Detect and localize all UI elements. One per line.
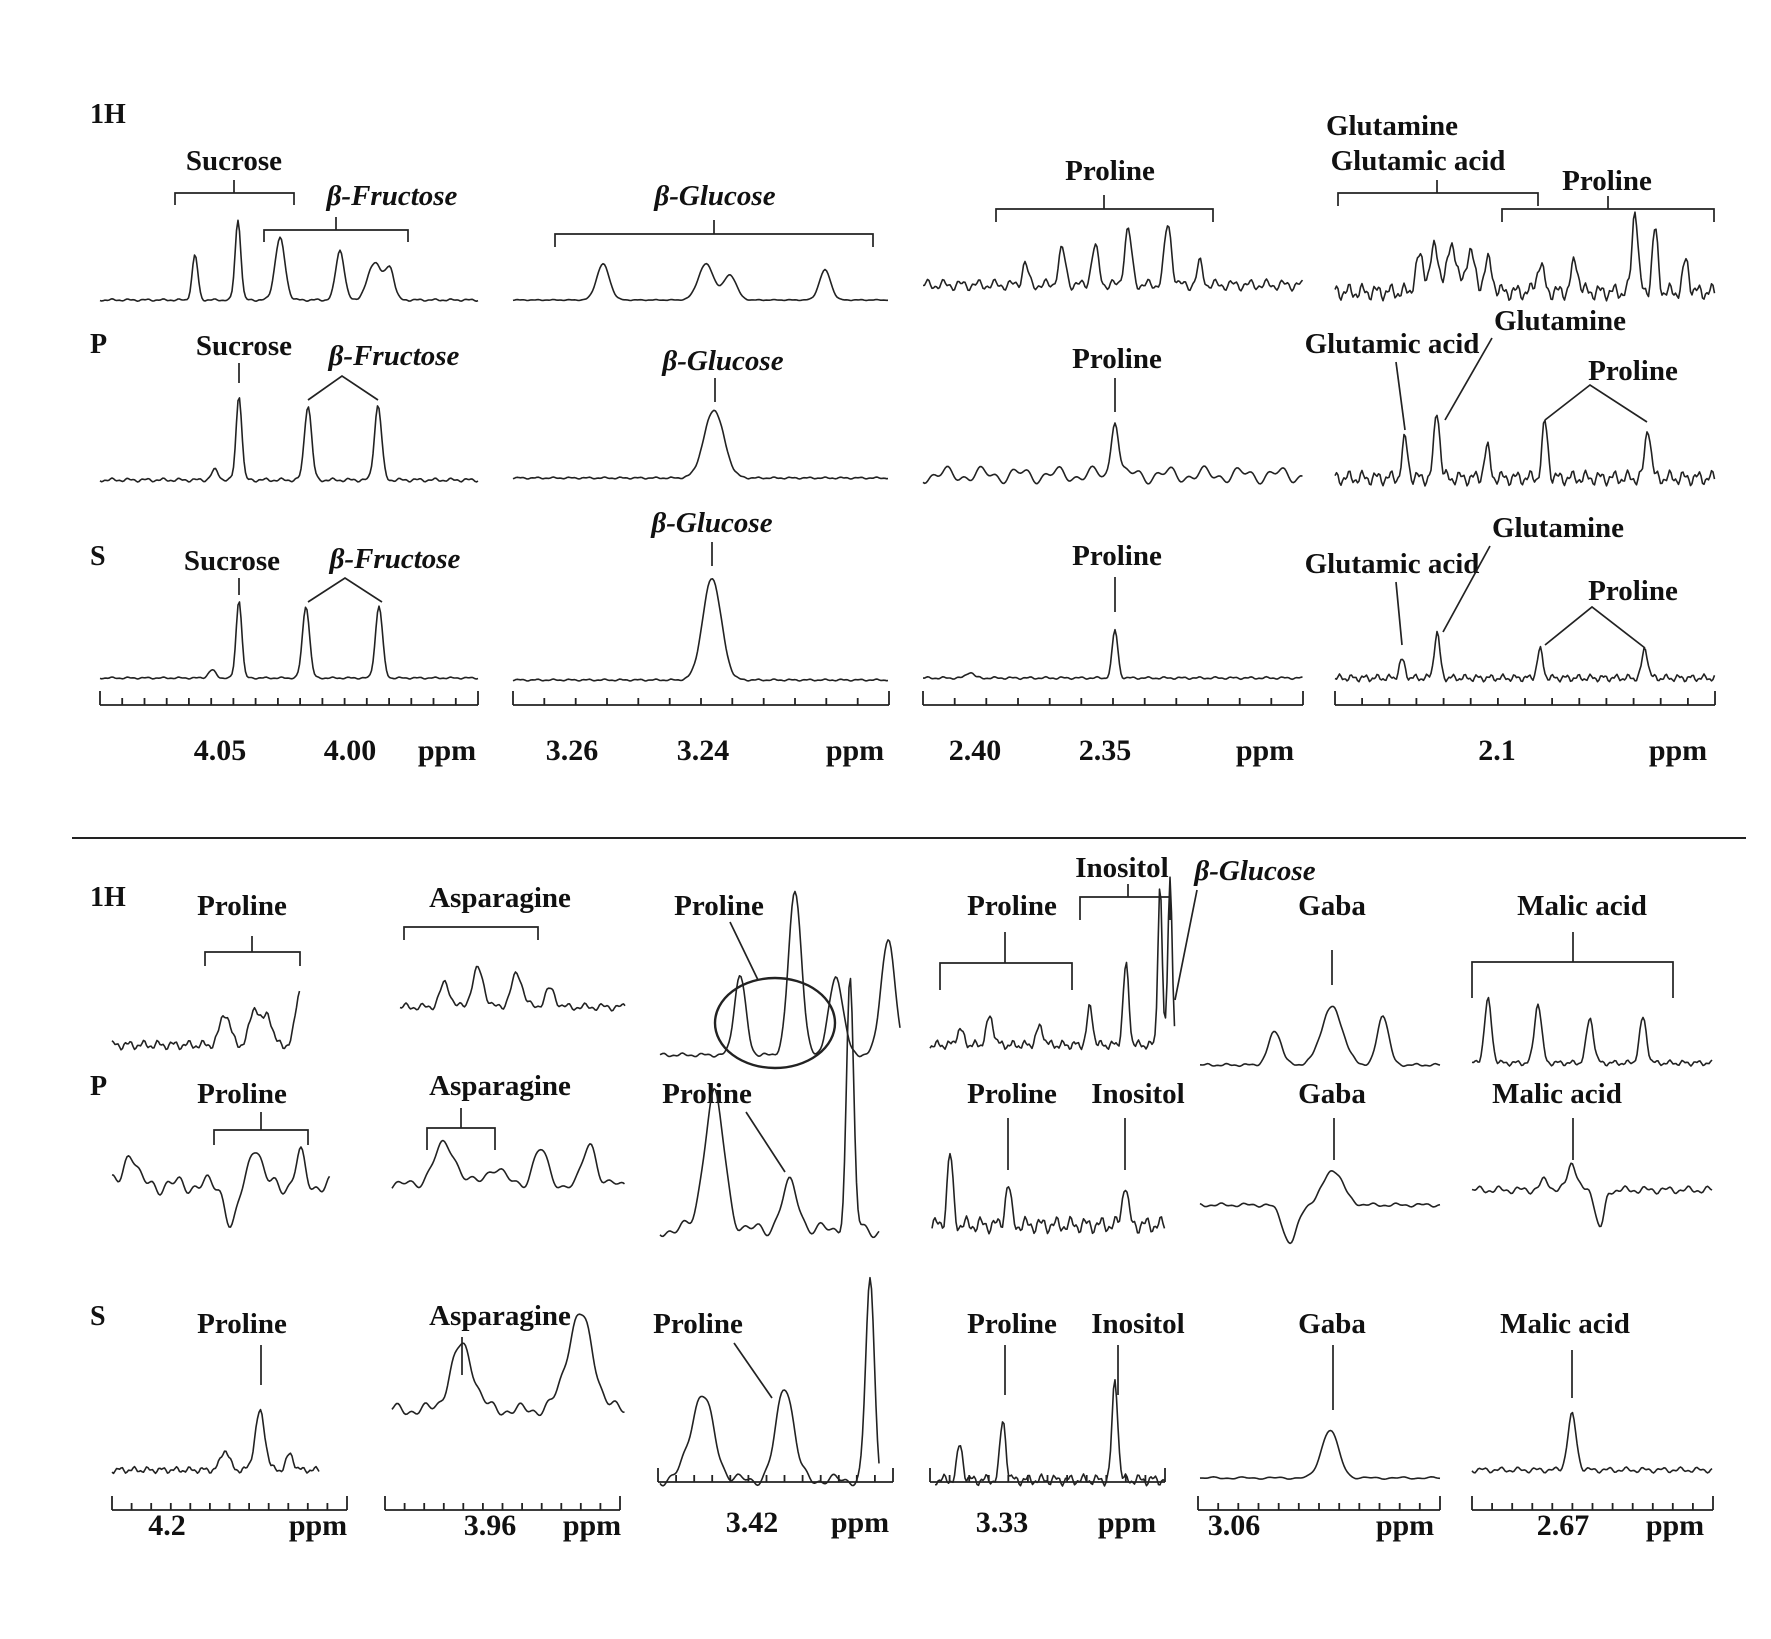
label-glutamic-s: Glutamic acid bbox=[1304, 548, 1480, 580]
axis-t4 bbox=[1335, 691, 1715, 705]
label-proline-b1-p: Proline bbox=[197, 1078, 287, 1110]
tick-label-t4-0: 2.1 bbox=[1478, 734, 1516, 767]
axis-t2 bbox=[513, 691, 889, 705]
tick-label-b5-0: 3.06 bbox=[1207, 1509, 1261, 1542]
bracket-fructose-1h bbox=[264, 217, 408, 242]
trace-b1-1h bbox=[112, 991, 300, 1050]
panel-b4 bbox=[930, 852, 1316, 1539]
label-glucose-1h: β-Glucose bbox=[654, 180, 776, 212]
trace-b1-s bbox=[112, 1410, 319, 1474]
bracket-glucose-1h bbox=[555, 220, 873, 247]
pointer-glutamic-s bbox=[1396, 582, 1402, 645]
panel-t4 bbox=[1305, 110, 1715, 767]
label-asparagine-1h: Asparagine bbox=[429, 882, 571, 914]
label-gaba-1h: Gaba bbox=[1298, 890, 1366, 922]
bracket-malic-1h bbox=[1472, 932, 1673, 998]
label-proline-t3-s: Proline bbox=[1072, 540, 1162, 572]
unit-label-t2: ppm bbox=[825, 734, 885, 767]
unit-label-b4: ppm bbox=[1097, 1506, 1157, 1539]
label-proline-t4-s: Proline bbox=[1588, 575, 1678, 607]
label-glutamic-1h: Glutamic acid bbox=[1330, 145, 1506, 177]
label-fructose-p: β-Fructose bbox=[328, 340, 460, 372]
label-malic-p: Malic acid bbox=[1492, 1078, 1622, 1110]
axis-b6 bbox=[1472, 1496, 1713, 1510]
unit-label-t1: ppm bbox=[417, 734, 477, 767]
trace-t4-p bbox=[1335, 415, 1715, 486]
bracket-sucrose-1h bbox=[175, 180, 294, 205]
panel-t3 bbox=[923, 155, 1303, 767]
label-sucrose-s: Sucrose bbox=[183, 545, 281, 577]
trace-t4-s bbox=[1335, 632, 1715, 682]
pointer-fructose-p bbox=[308, 376, 378, 400]
pointer-proline-b3-s bbox=[734, 1343, 772, 1398]
axis-b2 bbox=[385, 1496, 620, 1510]
trace-b1-p bbox=[112, 1147, 330, 1227]
bracket-proline-b1-p bbox=[214, 1112, 308, 1145]
trace-b6-1h bbox=[1472, 998, 1712, 1066]
label-proline-t4-1h: Proline bbox=[1562, 165, 1652, 197]
trace-b2-1h bbox=[400, 967, 625, 1011]
label-proline-b1-s: Proline bbox=[197, 1308, 287, 1340]
tick-label-b4-0: 3.33 bbox=[975, 1506, 1029, 1539]
label-inositol-b4-1h: Inositol bbox=[1075, 852, 1169, 884]
unit-label-b2: ppm bbox=[562, 1509, 622, 1542]
axis-t3 bbox=[923, 691, 1303, 705]
label-inositol-b4-s: Inositol bbox=[1091, 1308, 1185, 1340]
label-glucose-b4-1h: β-Glucose bbox=[1194, 855, 1316, 887]
label-asparagine-p: Asparagine bbox=[429, 1070, 571, 1102]
row-label-s-top: S bbox=[90, 541, 106, 572]
panel-b3 bbox=[653, 890, 900, 1539]
label-sucrose-p: Sucrose bbox=[195, 330, 293, 362]
tick-label-t1-0: 4.05 bbox=[193, 734, 247, 767]
label-proline-t3-p: Proline bbox=[1072, 343, 1162, 375]
panel-t1 bbox=[100, 145, 478, 767]
trace-b6-s bbox=[1472, 1413, 1712, 1473]
trace-t1-1h bbox=[100, 220, 478, 301]
label-malic-1h: Malic acid bbox=[1517, 890, 1647, 922]
label-proline-b3-1h: Proline bbox=[674, 890, 764, 922]
trace-b5-p bbox=[1200, 1171, 1440, 1244]
axis-b1 bbox=[112, 1496, 347, 1510]
label-proline-b4-1h: Proline bbox=[967, 890, 1057, 922]
pointer-proline-t4-p bbox=[1545, 385, 1647, 422]
panel-b2 bbox=[385, 882, 625, 1542]
axis-b5 bbox=[1198, 1496, 1440, 1510]
tick-label-t3-1: 2.35 bbox=[1078, 734, 1132, 767]
label-glutamine-s: Glutamine bbox=[1491, 512, 1625, 544]
trace-b5-1h bbox=[1200, 1006, 1440, 1066]
unit-label-b1: ppm bbox=[288, 1509, 348, 1542]
tick-label-t3-0: 2.40 bbox=[948, 734, 1002, 767]
panel-b6 bbox=[1472, 890, 1713, 1542]
trace-t4-1h bbox=[1335, 212, 1715, 301]
trace-t3-1h bbox=[923, 226, 1303, 291]
label-proline-b4-p: Proline bbox=[967, 1078, 1057, 1110]
label-glutamic-p: Glutamic acid bbox=[1304, 328, 1480, 360]
bracket-proline-t3-1h bbox=[996, 195, 1213, 222]
tick-label-b1-0: 4.2 bbox=[148, 1509, 186, 1542]
panel-b5 bbox=[1198, 890, 1440, 1542]
label-glutamine-p: Glutamine bbox=[1493, 305, 1627, 337]
row-label-p-bottom: P bbox=[90, 1071, 108, 1102]
label-proline-t4-p: Proline bbox=[1588, 355, 1678, 387]
unit-label-b6: ppm bbox=[1645, 1509, 1705, 1542]
tick-label-t2-1: 3.24 bbox=[676, 734, 730, 767]
row-label-1h-top: 1H bbox=[90, 99, 126, 130]
trace-b4-p bbox=[932, 1154, 1165, 1234]
bracket-proline-b4-1h bbox=[940, 932, 1072, 990]
trace-b6-p bbox=[1472, 1163, 1712, 1226]
trace-b4-s bbox=[935, 1380, 1165, 1486]
row-label-1h-bottom: 1H bbox=[90, 882, 126, 913]
tick-label-b2-0: 3.96 bbox=[463, 1509, 517, 1542]
row-label-s-bottom: S bbox=[90, 1301, 106, 1332]
label-proline-b3-s: Proline bbox=[653, 1308, 743, 1340]
pointer-proline-b3-p bbox=[746, 1112, 785, 1172]
trace-t3-s bbox=[923, 630, 1303, 680]
bracket-proline-b1-1h bbox=[205, 936, 300, 966]
panel-b1 bbox=[112, 890, 347, 1542]
unit-label-b5: ppm bbox=[1375, 1509, 1435, 1542]
panel-t2 bbox=[513, 180, 889, 767]
label-proline-b3-p: Proline bbox=[662, 1078, 752, 1110]
trace-t3-p bbox=[923, 423, 1303, 484]
label-glucose-s: β-Glucose bbox=[651, 507, 773, 539]
unit-label-t3: ppm bbox=[1235, 734, 1295, 767]
trace-t1-p bbox=[100, 398, 478, 482]
pointer-fructose-s bbox=[308, 578, 382, 602]
tick-label-t2-0: 3.26 bbox=[545, 734, 599, 767]
trace-t2-s bbox=[513, 579, 888, 681]
label-proline-b4-s: Proline bbox=[967, 1308, 1057, 1340]
label-malic-s: Malic acid bbox=[1500, 1308, 1630, 1340]
bracket-proline-t4-1h bbox=[1502, 196, 1714, 222]
trace-t2-1h bbox=[513, 264, 888, 301]
bracket-asparagine-p bbox=[427, 1108, 495, 1150]
trace-b5-s bbox=[1200, 1431, 1440, 1480]
label-proline-b1-1h: Proline bbox=[197, 890, 287, 922]
label-fructose-s: β-Fructose bbox=[329, 543, 461, 575]
unit-label-t4: ppm bbox=[1648, 734, 1708, 767]
label-proline-t3-1h: Proline bbox=[1065, 155, 1155, 187]
pointer-glutamic-p bbox=[1396, 362, 1405, 430]
label-fructose-1h: β-Fructose bbox=[326, 180, 458, 212]
label-inositol-b4-p: Inositol bbox=[1091, 1078, 1185, 1110]
row-label-p-top: P bbox=[90, 329, 108, 360]
trace-t2-p bbox=[513, 410, 888, 479]
label-asparagine-s: Asparagine bbox=[429, 1300, 571, 1332]
pointer-proline-t4-s bbox=[1545, 607, 1645, 648]
label-gaba-s: Gaba bbox=[1298, 1308, 1366, 1340]
trace-t1-s bbox=[100, 602, 478, 679]
tick-label-b3-0: 3.42 bbox=[725, 1506, 779, 1539]
tick-label-b6-0: 2.67 bbox=[1536, 1509, 1590, 1542]
bracket-inositol-b4-1h bbox=[1080, 884, 1170, 920]
label-glutamine-1h: Glutamine bbox=[1325, 110, 1459, 142]
label-gaba-p: Gaba bbox=[1298, 1078, 1366, 1110]
pointer-glucose-b4-1h bbox=[1175, 890, 1197, 1000]
bracket-glu-1h bbox=[1338, 180, 1538, 206]
tick-label-t1-1: 4.00 bbox=[323, 734, 377, 767]
unit-label-b3: ppm bbox=[830, 1506, 890, 1539]
label-sucrose-1h: Sucrose bbox=[185, 145, 283, 177]
axis-t1 bbox=[100, 691, 478, 705]
pointer-proline-b3-1h bbox=[730, 922, 758, 980]
label-glucose-p: β-Glucose bbox=[662, 345, 784, 377]
bracket-asparagine-1h bbox=[404, 927, 538, 940]
